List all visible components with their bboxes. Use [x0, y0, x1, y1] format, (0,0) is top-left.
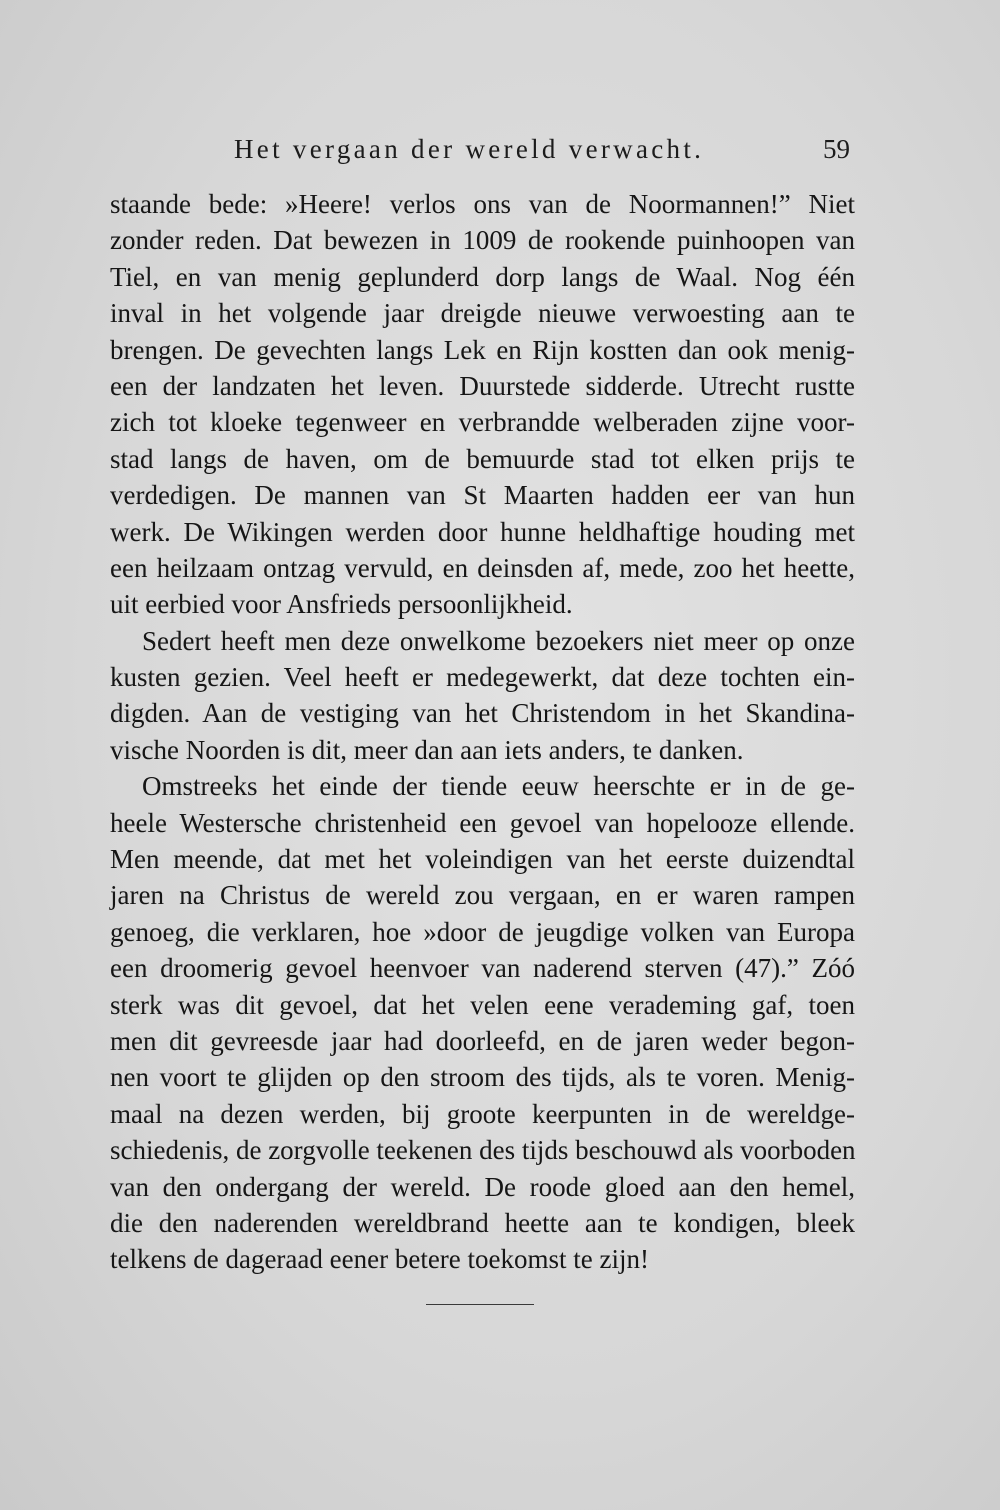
text-line: brengen. De gevechten langs Lek en Rijn kostten dan ook menig-	[110, 334, 855, 365]
text-line: maal na dezen werden, bij groote keerpunten in de wereldge-	[110, 1098, 855, 1129]
text-line: heele Westersche christenheid een gevoel van hopelooze ellende.	[110, 807, 855, 838]
text-line: verdedigen. De mannen van St Maarten hadden eer van hun	[110, 480, 855, 511]
text-line: men dit gevreesde jaar had doorleefd, en de jaren weder begon-	[110, 1025, 855, 1056]
page-header	[110, 134, 852, 174]
text-line: kusten gezien. Veel heeft er medegewerkt, dat deze tochten ein-	[110, 662, 855, 693]
text-line: uit eerbied voor Ansfrieds persoonlijkheid.	[110, 589, 573, 620]
text-line: Omstreeks het einde der tiende eeuw heerschte er in de ge-	[142, 771, 855, 802]
text-line: sterk was dit gevoel, dat het velen eene verademing gaf, toen	[110, 989, 855, 1020]
text-line: zich tot kloeke tegenweer en verbrandde welberaden zijne voor-	[110, 407, 855, 438]
text-line: Men meende, dat met het voleindigen van het eerste duizendtal	[110, 844, 855, 875]
body-text	[110, 186, 855, 1278]
text-line: een droomerig gevoel heenvoer van naderend sterven (47).” Zóó	[110, 953, 855, 984]
text-line: staande bede: »Heere! verlos ons van de Noormannen!” Niet	[110, 189, 855, 219]
text-line: digden. Aan de vestiging van het Christendom in het Skandina-	[110, 698, 855, 729]
text-line: telkens de dageraad eener betere toekomst te zijn!	[110, 1244, 649, 1275]
text-line: een der landzaten het leven. Duurstede sidderde. Utrecht rustte	[110, 370, 855, 401]
text-line: Sedert heeft men deze onwelkome bezoekers niet meer op onze	[142, 625, 855, 656]
text-line: stad langs de haven, om de bemuurde stad tot elken prijs te	[110, 443, 855, 474]
text-line: inval in het volgende jaar dreigde nieuwe verwoesting aan te	[110, 298, 855, 329]
text-line: nen voort te glijden op den stroom des tijds, als te voren. Menig-	[110, 1062, 855, 1093]
end-rule-divider	[426, 1304, 534, 1305]
text-line: jaren na Christus de wereld zou vergaan, en er waren rampen	[110, 880, 855, 911]
text-line: genoeg, die verklaren, hoe »door de jeugdige volken van Europa	[110, 916, 855, 947]
text-line: werk. De Wikingen werden door hunne heldhaftige houding met	[110, 516, 855, 547]
text-line: vische Noorden is dit, meer dan aan iets anders, te danken.	[110, 734, 744, 765]
text-line: die den naderenden wereldbrand heette aan te kondigen, bleek	[110, 1207, 855, 1238]
text-line: Tiel, en van menig geplunderd dorp langs de Waal. Nog één	[110, 261, 855, 292]
running-title: Het vergaan der wereld verwacht.	[234, 134, 705, 164]
page-number: 59	[823, 134, 850, 164]
text-line: schiedenis, de zorgvolle teekenen des tijds beschouwd als voorboden	[110, 1135, 856, 1166]
text-line: van den ondergang der wereld. De roode gloed aan den hemel,	[110, 1171, 855, 1202]
text-line: zonder reden. Dat bewezen in 1009 de rookende puinhoopen van	[110, 225, 855, 256]
text-line: een heilzaam ontzag vervuld, en deinsden af, mede, zoo het heette,	[110, 552, 855, 583]
